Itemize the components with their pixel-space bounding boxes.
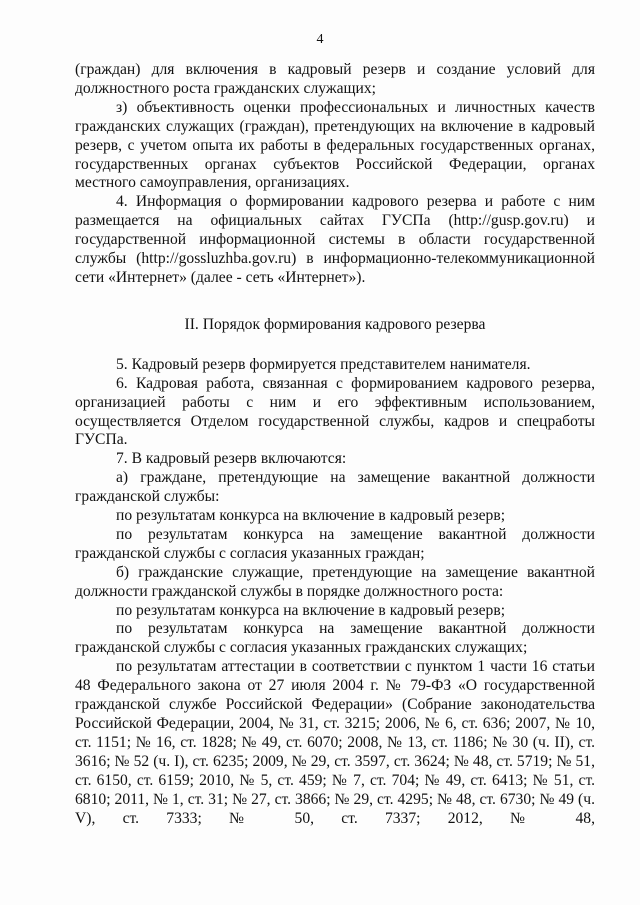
section-heading: II. Порядок формирования кадрового резерва (184, 315, 486, 333)
paragraph-information: 4. Информация о формировании кадрового резерва и работе с ним размещается на официальных сайтах ГУСПа (http://gusp.gov.ru) и государственной информационной системы в области государственной службы (http://gossluzhba.gov.ru) в информационно-телекоммуникационной сети «Интернет» (далее - сеть «Интернет»). (75, 193, 595, 286)
paragraph-item-6: 6. Кадровая работа, связанная с формированием кадрового резерва, организацией работы с ним и его эффективным использованием, осуществляется Отделом государственной службы, кадров и спецработы ГУСПа. (75, 374, 595, 449)
paragraph-item-7b: б) гражданские служащие, претендующие на замещение вакантной должности гражданской службы в порядке должностного роста: (75, 563, 595, 600)
paragraph-item-5: 5. Кадровый резерв формируется представителем нанимателя. (116, 355, 531, 373)
paragraph-item-7: 7. В кадровый резерв включаются: (116, 450, 347, 468)
document-body (75, 61, 595, 828)
paragraph-competition-vacancy-2: по результатам конкурса на замещение вакантной должности гражданской службы с согласия указанных гражданских служащих; (75, 620, 595, 657)
paragraph-competition-vacancy: по результатам конкурса на замещение вакантной должности гражданской службы с согласия указанных граждан; (75, 525, 595, 562)
page-number: 4 (316, 32, 324, 47)
paragraph-competition-reserve: по результатам конкурса на включение в кадровый резерв; (116, 507, 506, 525)
paragraph-attestation: по результатам аттестации в соответствии с пунктом 1 части 16 статьи 48 Федерального закона от 27 июля 2004 г. № 79-ФЗ «О государственной гражданской службе Российской Федерации» (Собрание законодательства Российской Федерации, 2004, № 31, ст. 3215; 2006, № 6, ст. 636; 2007, № 10, ст. 1151; № 16, ст. 1828; № 49, ст. 6070; 2008, № 13, ст. 1186; № 30 (ч. II), ст. 3616; № 52 (ч. I), ст. 6235; 2009, № 29, ст. 3597, ст. 3624; № 48, ст. 5719; № 51, ст. 6150, ст. 6159; 2010, № 5, ст. 459; № 7, ст. 704; № 49, ст. 6413; № 51, ст. 6810; 2011, № 1, ст. 31; № 27, ст. 3866; № 29, ст. 4295; № 48, ст. 6730; № 49 (ч. V), ст. 7333; № 50, ст. 7337; 2012, № 48, (75, 658, 595, 827)
paragraph-item-7a: а) граждане, претендующие на замещение вакантной должности гражданской службы: (75, 469, 595, 506)
paragraph-competition-reserve-2: по результатам конкурса на включение в кадровый резерв; (116, 601, 506, 619)
paragraph-objectivity: з) объективность оценки профессиональных и личностных качеств гражданских служащих (граждан), претендующих на включение в кадровый резерв, с учетом опыта их работы в федеральных государственных органах, государственных органах субъектов Российской Федерации, органах местного самоуправления, организациях. (75, 98, 595, 192)
paragraph-citizens-reserve: (граждан) для включения в кадровый резерв и создание условий для должностного роста гражданских служащих; (75, 61, 595, 97)
